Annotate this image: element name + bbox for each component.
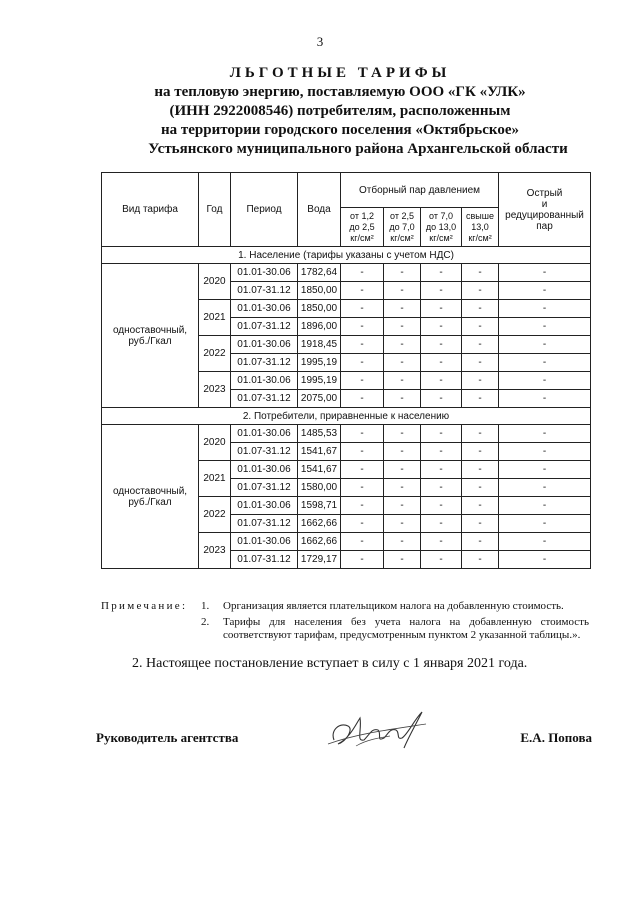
header-tariff-type: Вид тарифа <box>102 173 199 247</box>
water-tariff-cell: 1541,67 <box>298 461 341 479</box>
steam-tariff-cell: - <box>341 336 384 354</box>
steam-tariff-cell: - <box>384 282 421 300</box>
steam-tariff-cell: - <box>384 354 421 372</box>
sharp-steam-tariff-cell: - <box>499 300 591 318</box>
water-tariff-cell: 1485,53 <box>298 425 341 443</box>
steam-tariff-cell: - <box>384 264 421 282</box>
period-cell: 01.07-31.12 <box>231 354 298 372</box>
steam-tariff-cell: - <box>341 372 384 390</box>
note-label: Примечание: <box>101 600 188 612</box>
table-row <box>102 425 591 443</box>
steam-tariff-cell: - <box>384 461 421 479</box>
water-tariff-cell: 2075,00 <box>298 390 341 408</box>
steam-tariff-cell: - <box>421 390 462 408</box>
steam-tariff-cell: - <box>421 282 462 300</box>
sharp-steam-tariff-cell: - <box>499 354 591 372</box>
note-item-2-text: Тарифы для населения без учета налога на добавленную стоимость соответствуют тарифам, предусмотренным пунктом 2 указанной таблицы.». <box>223 616 589 641</box>
steam-tariff-cell: - <box>421 300 462 318</box>
steam-tariff-cell: - <box>341 264 384 282</box>
header-water: Вода <box>298 173 341 247</box>
steam-tariff-cell: - <box>341 425 384 443</box>
steam-tariff-cell: - <box>462 479 499 497</box>
steam-tariff-cell: - <box>462 372 499 390</box>
header-pressure-1 <box>341 208 384 247</box>
title-line-4: на территории городского поселения «Октябрьское» <box>160 122 519 138</box>
steam-tariff-cell: - <box>462 461 499 479</box>
sharp-steam-tariff-cell: - <box>499 425 591 443</box>
header-sharp-steam-line-4: пар <box>536 220 553 232</box>
year-cell: 2022 <box>199 497 231 533</box>
period-cell: 01.07-31.12 <box>231 551 298 569</box>
year-cell: 2021 <box>199 300 231 336</box>
tariff-type-cell <box>102 425 199 569</box>
section-title: 1. Население (тарифы указаны с учетом НДС) <box>102 247 591 264</box>
steam-tariff-cell: - <box>421 318 462 336</box>
section-equivalent-consumers <box>102 408 591 569</box>
note-item-1-text: Организация является плательщиком налога на добавленную стоимость. <box>223 600 564 612</box>
year-cell: 2023 <box>199 372 231 408</box>
water-tariff-cell: 1729,17 <box>298 551 341 569</box>
steam-tariff-cell: - <box>421 443 462 461</box>
steam-tariff-cell: - <box>462 425 499 443</box>
steam-tariff-cell: - <box>384 497 421 515</box>
steam-tariff-cell: - <box>421 425 462 443</box>
water-tariff-cell: 1782,64 <box>298 264 341 282</box>
steam-tariff-cell: - <box>421 336 462 354</box>
header-pressure-1-b: до 2,5 <box>349 221 375 232</box>
steam-tariff-cell: - <box>384 479 421 497</box>
steam-tariff-cell: - <box>421 354 462 372</box>
water-tariff-cell: 1580,00 <box>298 479 341 497</box>
header-sharp-steam-line-1: Острый <box>526 187 563 199</box>
steam-tariff-cell: - <box>462 336 499 354</box>
water-tariff-cell: 1918,45 <box>298 336 341 354</box>
sharp-steam-tariff-cell: - <box>499 515 591 533</box>
period-cell: 01.01-30.06 <box>231 300 298 318</box>
period-cell: 01.07-31.12 <box>231 515 298 533</box>
steam-tariff-cell: - <box>341 461 384 479</box>
steam-tariff-cell: - <box>384 336 421 354</box>
steam-tariff-cell: - <box>384 390 421 408</box>
header-pressure-3 <box>421 208 462 247</box>
header-pressure-1-c: кг/см² <box>350 232 374 243</box>
effective-date-paragraph: 2. Настоящее постановление вступает в силу с 1 января 2021 года. <box>132 656 528 671</box>
steam-tariff-cell: - <box>462 497 499 515</box>
steam-tariff-cell: - <box>421 551 462 569</box>
header-pressure-3-a: от 7,0 <box>429 210 453 221</box>
steam-tariff-cell: - <box>341 551 384 569</box>
steam-tariff-cell: - <box>341 497 384 515</box>
water-tariff-cell: 1598,71 <box>298 497 341 515</box>
header-pressure-3-c: кг/см² <box>429 232 453 243</box>
period-cell: 01.01-30.06 <box>231 461 298 479</box>
steam-tariff-cell: - <box>421 461 462 479</box>
header-pressure-4-a: свыше <box>466 210 494 221</box>
period-cell: 01.07-31.12 <box>231 318 298 336</box>
water-tariff-cell: 1896,00 <box>298 318 341 336</box>
sharp-steam-tariff-cell: - <box>499 461 591 479</box>
steam-tariff-cell: - <box>421 479 462 497</box>
water-tariff-cell: 1850,00 <box>298 282 341 300</box>
water-tariff-cell: 1541,67 <box>298 443 341 461</box>
sharp-steam-tariff-cell: - <box>499 282 591 300</box>
sharp-steam-tariff-cell: - <box>499 390 591 408</box>
steam-tariff-cell: - <box>341 515 384 533</box>
title-line-1: ЛЬГОТНЫЕ ТАРИФЫ <box>229 65 451 81</box>
water-tariff-cell: 1662,66 <box>298 533 341 551</box>
period-cell: 01.01-30.06 <box>231 533 298 551</box>
sharp-steam-tariff-cell: - <box>499 336 591 354</box>
sharp-steam-tariff-cell: - <box>499 443 591 461</box>
steam-tariff-cell: - <box>384 372 421 390</box>
steam-tariff-cell: - <box>341 390 384 408</box>
header-pressure-2 <box>384 208 421 247</box>
steam-tariff-cell: - <box>384 425 421 443</box>
header-steam-group: Отборный пар давлением <box>341 173 499 208</box>
water-tariff-cell: 1995,19 <box>298 372 341 390</box>
signatory-name: Е.А. Попова <box>520 730 592 745</box>
period-cell: 01.01-30.06 <box>231 425 298 443</box>
steam-tariff-cell: - <box>384 300 421 318</box>
steam-tariff-cell: - <box>462 354 499 372</box>
steam-tariff-cell: - <box>462 390 499 408</box>
steam-tariff-cell: - <box>384 533 421 551</box>
document-title <box>0 64 640 159</box>
steam-tariff-cell: - <box>341 282 384 300</box>
header-pressure-4 <box>462 208 499 247</box>
title-line-2: на тепловую энергию, поставляемую ООО «ГК «УЛК» <box>154 84 526 100</box>
steam-tariff-cell: - <box>421 372 462 390</box>
year-cell: 2023 <box>199 533 231 569</box>
period-cell: 01.07-31.12 <box>231 479 298 497</box>
sharp-steam-tariff-cell: - <box>499 479 591 497</box>
steam-tariff-cell: - <box>341 354 384 372</box>
title-line-5: Устьянского муниципального района Архангельской области <box>148 141 568 157</box>
sharp-steam-tariff-cell: - <box>499 533 591 551</box>
steam-tariff-cell: - <box>421 497 462 515</box>
steam-tariff-cell: - <box>462 533 499 551</box>
steam-tariff-cell: - <box>462 318 499 336</box>
year-cell: 2021 <box>199 461 231 497</box>
steam-tariff-cell: - <box>384 318 421 336</box>
signatory-role: Руководитель агентства <box>96 730 239 745</box>
steam-tariff-cell: - <box>341 318 384 336</box>
period-cell: 01.01-30.06 <box>231 336 298 354</box>
header-pressure-4-b: 13,0 <box>471 221 489 232</box>
steam-tariff-cell: - <box>421 515 462 533</box>
steam-tariff-cell: - <box>384 515 421 533</box>
header-sharp-steam-line-2: и <box>541 198 548 210</box>
header-pressure-4-c: кг/см² <box>468 232 492 243</box>
header-pressure-2-b: до 7,0 <box>389 221 415 232</box>
header-sharp-steam <box>499 173 591 247</box>
table-row <box>102 264 591 282</box>
period-cell: 01.07-31.12 <box>231 390 298 408</box>
steam-tariff-cell: - <box>462 264 499 282</box>
tariff-type-line-1: одноставочный, <box>112 485 188 497</box>
tariff-type-line-1: одноставочный, <box>112 324 188 336</box>
steam-tariff-cell: - <box>341 533 384 551</box>
year-cell: 2020 <box>199 264 231 300</box>
handwritten-signature <box>326 704 436 754</box>
header-pressure-3-b: до 13,0 <box>425 221 457 232</box>
period-cell: 01.01-30.06 <box>231 264 298 282</box>
header-pressure-2-a: от 2,5 <box>390 210 414 221</box>
steam-tariff-cell: - <box>462 300 499 318</box>
header-period: Период <box>231 173 298 247</box>
sharp-steam-tariff-cell: - <box>499 372 591 390</box>
steam-tariff-cell: - <box>462 551 499 569</box>
steam-tariff-cell: - <box>421 264 462 282</box>
steam-tariff-cell: - <box>462 443 499 461</box>
header-pressure-2-c: кг/см² <box>390 232 414 243</box>
steam-tariff-cell: - <box>341 479 384 497</box>
steam-tariff-cell: - <box>341 300 384 318</box>
steam-tariff-cell: - <box>462 515 499 533</box>
header-sharp-steam-line-3: редуцированный <box>505 209 584 221</box>
water-tariff-cell: 1850,00 <box>298 300 341 318</box>
note-item-2-number: 2. <box>201 616 210 628</box>
tariff-table <box>101 172 591 569</box>
period-cell: 01.01-30.06 <box>231 497 298 515</box>
period-cell: 01.07-31.12 <box>231 443 298 461</box>
sharp-steam-tariff-cell: - <box>499 318 591 336</box>
title-line-3: (ИНН 2922008546) потребителям, расположенным <box>169 103 511 119</box>
steam-tariff-cell: - <box>341 443 384 461</box>
tariff-type-line-2: руб./Гкал <box>128 496 172 508</box>
period-cell: 01.01-30.06 <box>231 372 298 390</box>
steam-tariff-cell: - <box>462 282 499 300</box>
sharp-steam-tariff-cell: - <box>499 551 591 569</box>
note-item-1-number: 1. <box>201 600 210 612</box>
tariff-type-cell <box>102 264 199 408</box>
section-population <box>102 247 591 408</box>
steam-tariff-cell: - <box>421 533 462 551</box>
water-tariff-cell: 1662,66 <box>298 515 341 533</box>
section-title: 2. Потребители, приравненные к населению <box>102 408 591 425</box>
water-tariff-cell: 1995,19 <box>298 354 341 372</box>
header-pressure-1-a: от 1,2 <box>350 210 374 221</box>
tariff-table-header <box>102 173 591 247</box>
steam-tariff-cell: - <box>384 443 421 461</box>
year-cell: 2022 <box>199 336 231 372</box>
sharp-steam-tariff-cell: - <box>499 497 591 515</box>
tariff-type-line-2: руб./Гкал <box>128 335 172 347</box>
header-year: Год <box>199 173 231 247</box>
year-cell: 2020 <box>199 425 231 461</box>
page-number: 3 <box>316 34 324 49</box>
steam-tariff-cell: - <box>384 551 421 569</box>
period-cell: 01.07-31.12 <box>231 282 298 300</box>
sharp-steam-tariff-cell: - <box>499 264 591 282</box>
